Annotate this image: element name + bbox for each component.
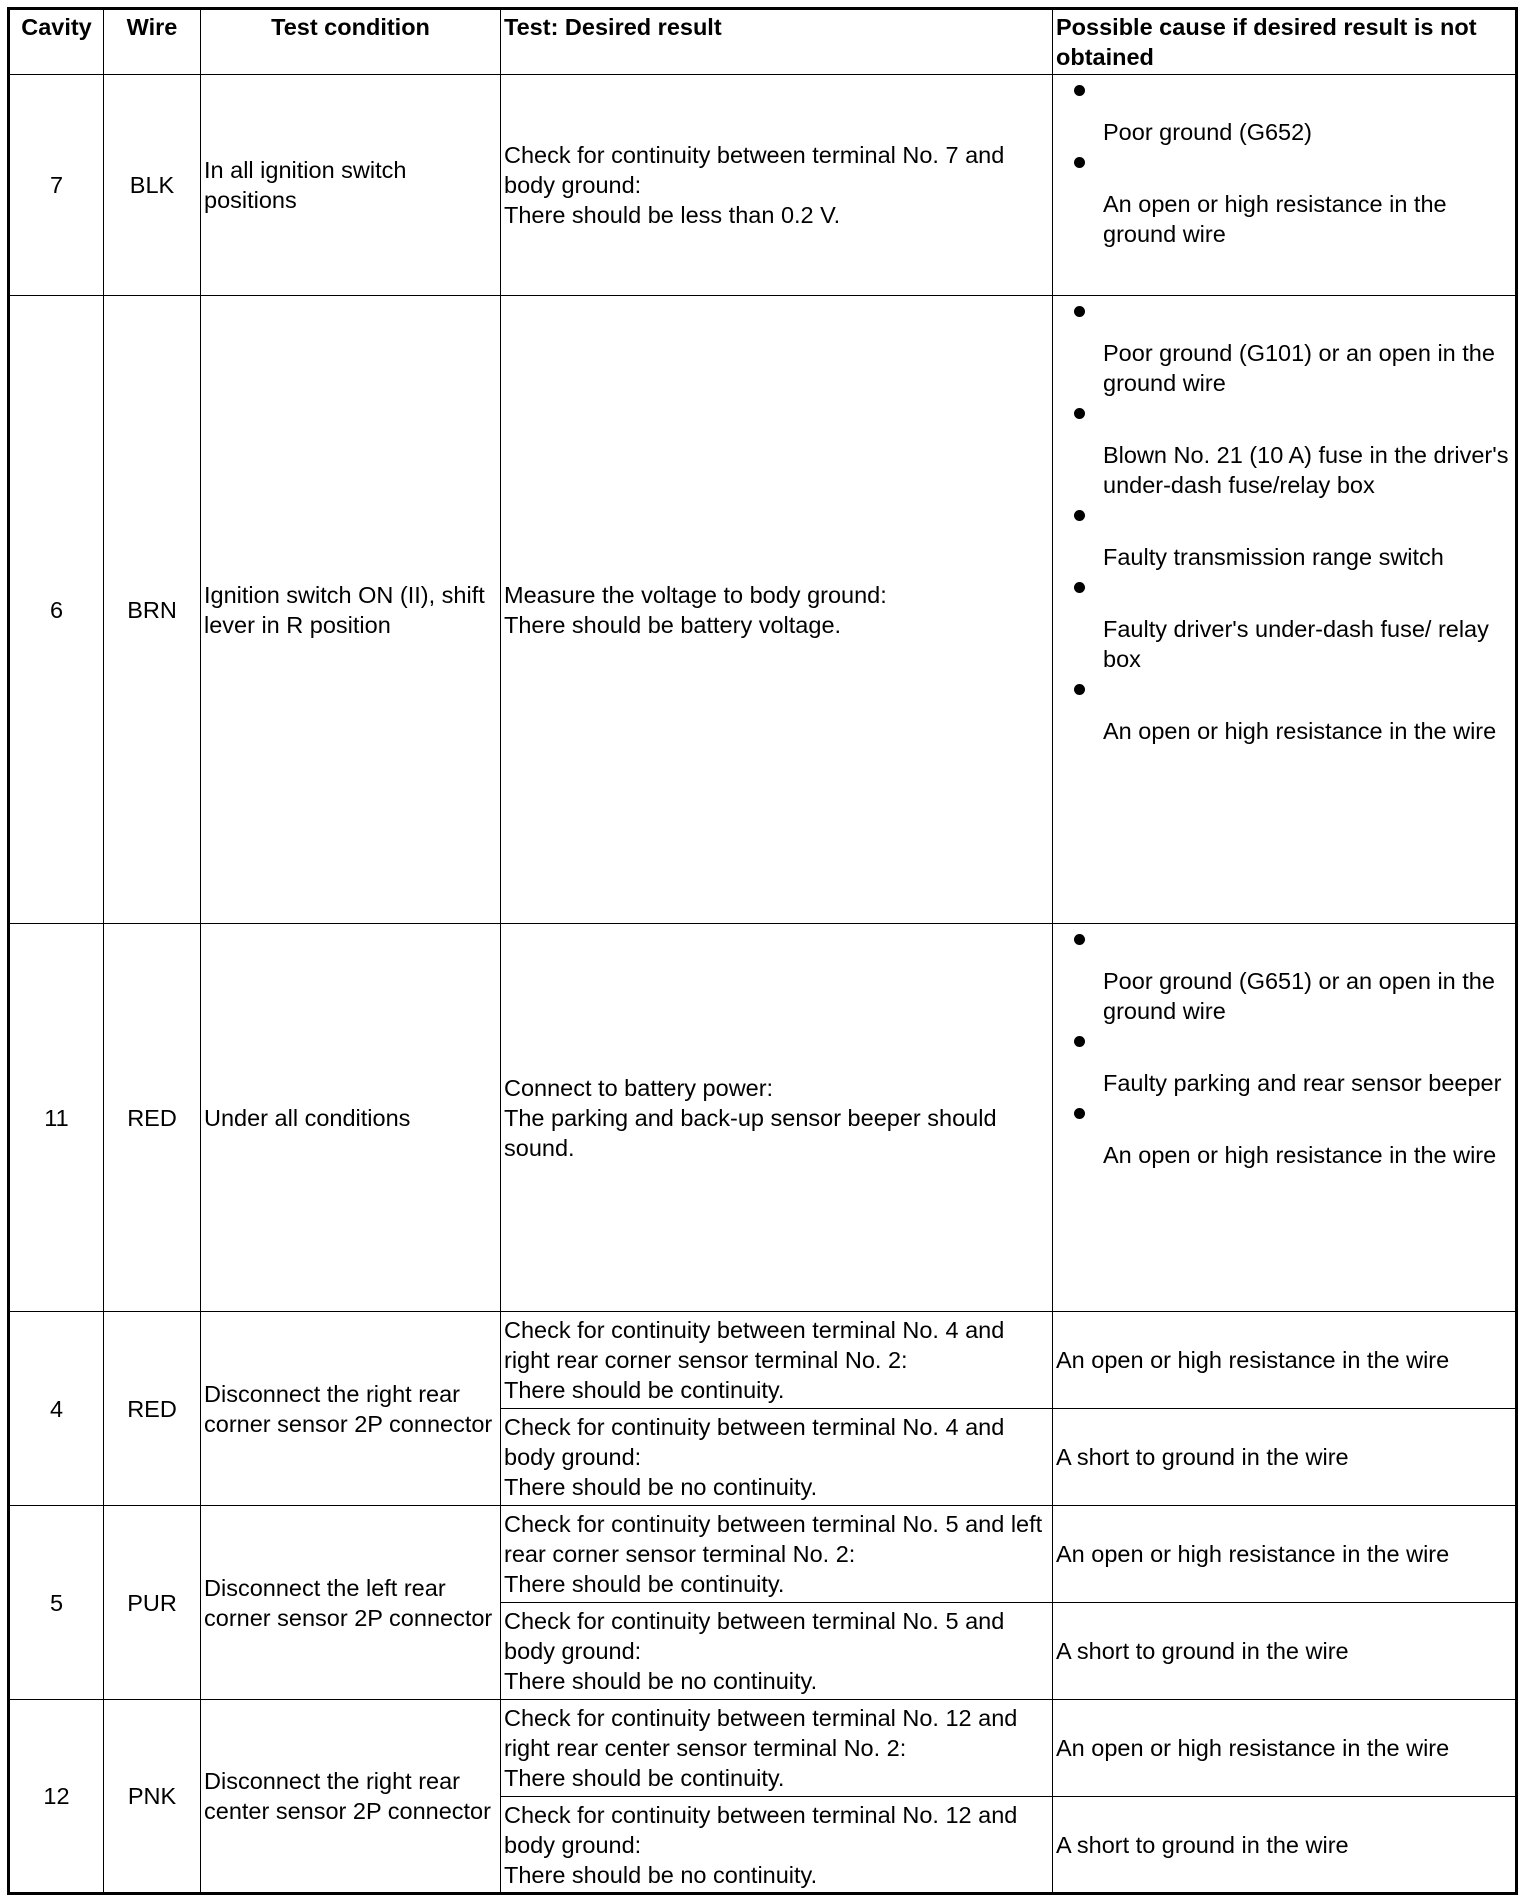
desired-result-cell: Check for continuity between terminal No. 4 and right rear corner sensor terminal No. 2: There should be continuity. — [501, 1312, 1053, 1409]
cause-bullet-item — [1053, 1026, 1515, 1098]
cause-bullet-item — [1053, 147, 1515, 249]
header-test-desired-result: Test: Desired result — [501, 9, 1053, 75]
cause-bullet-item — [1053, 296, 1515, 398]
cause-text: Faulty parking and rear sensor beeper — [1103, 1070, 1502, 1096]
possible-cause-cell: A short to ground in the wire — [1053, 1409, 1517, 1506]
header-row — [9, 9, 1517, 75]
cavity-cell: 6 — [9, 296, 104, 924]
desired-result-cell: Check for continuity between terminal No. 12 and body ground: There should be no continuity. — [501, 1797, 1053, 1894]
test-condition-cell: Under all conditions — [201, 924, 501, 1312]
bullet-icon — [1074, 1036, 1085, 1047]
possible-cause-cell — [1053, 75, 1517, 296]
bullet-icon — [1074, 408, 1085, 419]
test-condition-cell: Disconnect the right rear center sensor 2P connector — [201, 1700, 501, 1894]
cause-bullet-item — [1053, 572, 1515, 674]
desired-result-cell: Measure the voltage to body ground: There should be battery voltage. — [501, 296, 1053, 924]
possible-cause-cell: An open or high resistance in the wire — [1053, 1700, 1517, 1797]
cause-bullet-item — [1053, 398, 1515, 500]
cause-bullet-item — [1053, 924, 1515, 1026]
bullet-icon — [1074, 306, 1085, 317]
wire-color-cell: RED — [104, 924, 201, 1312]
desired-result-cell: Connect to battery power: The parking and back-up sensor beeper should sound. — [501, 924, 1053, 1312]
possible-cause-cell: An open or high resistance in the wire — [1053, 1312, 1517, 1409]
table-row — [9, 75, 1517, 296]
cause-text: Faulty driver's under-dash fuse/ relay box — [1103, 616, 1489, 672]
cause-text: Poor ground (G651) or an open in the ground wire — [1103, 968, 1495, 1024]
desired-result-cell: Check for continuity between terminal No. 5 and body ground: There should be no continuity. — [501, 1603, 1053, 1700]
desired-result-cell: Check for continuity between terminal No. 7 and body ground: There should be less than 0.2 V. — [501, 75, 1053, 296]
wire-color-cell: PNK — [104, 1700, 201, 1894]
bullet-icon — [1074, 157, 1085, 168]
cause-text: Poor ground (G101) or an open in the ground wire — [1103, 340, 1495, 396]
test-condition-cell: In all ignition switch positions — [201, 75, 501, 296]
connector-test-table — [7, 7, 1518, 1895]
header-test-condition: Test condition — [201, 9, 501, 75]
cavity-cell: 11 — [9, 924, 104, 1312]
table-row — [9, 296, 1517, 924]
header-wire: Wire — [104, 9, 201, 75]
possible-cause-cell — [1053, 296, 1517, 924]
cause-text: Blown No. 21 (10 A) fuse in the driver's under-dash fuse/relay box — [1103, 442, 1509, 498]
test-condition-cell: Disconnect the left rear corner sensor 2P connector — [201, 1506, 501, 1700]
table-row — [9, 1506, 1517, 1603]
cavity-cell: 12 — [9, 1700, 104, 1894]
cause-bullet-item — [1053, 674, 1515, 746]
bullet-icon — [1074, 1108, 1085, 1119]
possible-cause-cell: A short to ground in the wire — [1053, 1603, 1517, 1700]
table-row — [9, 924, 1517, 1312]
wire-color-cell: BRN — [104, 296, 201, 924]
cause-text: Faulty transmission range switch — [1103, 544, 1444, 570]
test-condition-cell: Ignition switch ON (II), shift lever in R position — [201, 296, 501, 924]
wire-color-cell: RED — [104, 1312, 201, 1506]
bullet-icon — [1074, 510, 1085, 521]
cause-text: An open or high resistance in the wire — [1103, 1142, 1497, 1168]
cavity-cell: 7 — [9, 75, 104, 296]
wire-color-cell: BLK — [104, 75, 201, 296]
table-body — [9, 75, 1517, 1894]
possible-cause-cell: An open or high resistance in the wire — [1053, 1506, 1517, 1603]
cavity-cell: 4 — [9, 1312, 104, 1506]
cause-bullet-item — [1053, 1098, 1515, 1170]
header-cavity: Cavity — [9, 9, 104, 75]
bullet-icon — [1074, 934, 1085, 945]
cavity-cell: 5 — [9, 1506, 104, 1700]
table-row — [9, 1312, 1517, 1409]
desired-result-cell: Check for continuity between terminal No. 12 and right rear center sensor terminal No. 2: There should be continuity. — [501, 1700, 1053, 1797]
bullet-icon — [1074, 85, 1085, 96]
possible-cause-cell — [1053, 924, 1517, 1312]
desired-result-cell: Check for continuity between terminal No. 4 and body ground: There should be no continuity. — [501, 1409, 1053, 1506]
cause-text: Poor ground (G652) — [1103, 119, 1313, 145]
table-row — [9, 1700, 1517, 1797]
possible-cause-cell: A short to ground in the wire — [1053, 1797, 1517, 1894]
cause-bullet-item — [1053, 75, 1515, 147]
bullet-icon — [1074, 684, 1085, 695]
wire-color-cell: PUR — [104, 1506, 201, 1700]
cause-bullet-item — [1053, 500, 1515, 572]
cause-text: An open or high resistance in the ground wire — [1103, 191, 1447, 247]
desired-result-cell: Check for continuity between terminal No. 5 and left rear corner sensor terminal No. 2: There should be continuity. — [501, 1506, 1053, 1603]
test-condition-cell: Disconnect the right rear corner sensor 2P connector — [201, 1312, 501, 1506]
bullet-icon — [1074, 582, 1085, 593]
header-possible-cause: Possible cause if desired result is not obtained — [1053, 9, 1517, 75]
cause-text: An open or high resistance in the wire — [1103, 718, 1497, 744]
